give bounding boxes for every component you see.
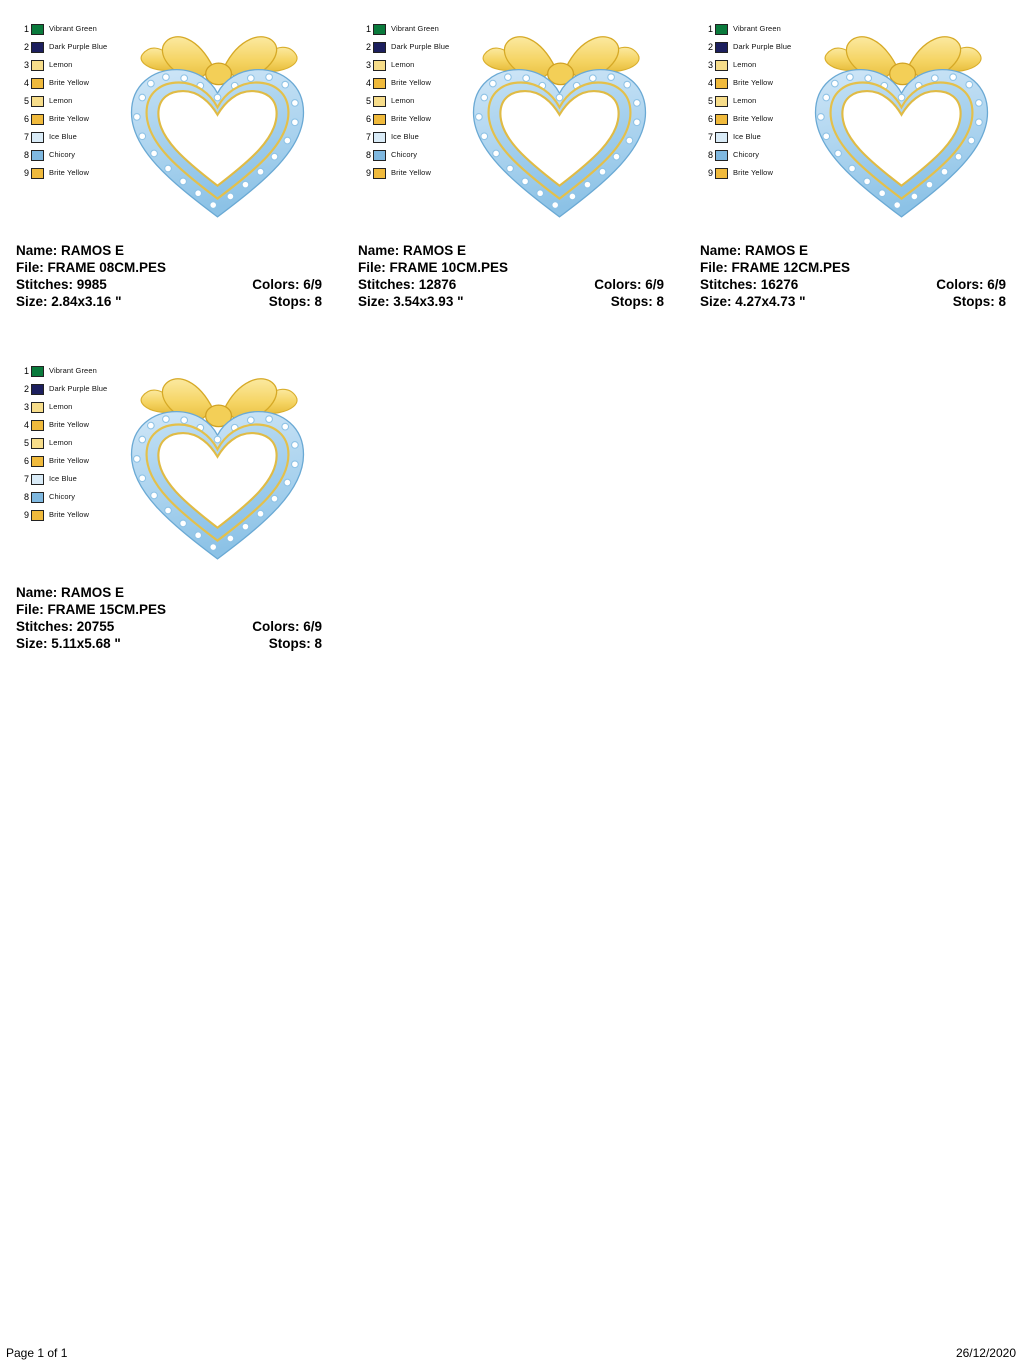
legend-row bbox=[360, 146, 455, 164]
legend-row bbox=[360, 164, 455, 182]
legend-row bbox=[18, 452, 113, 470]
legend-color-name: Ice Blue bbox=[49, 474, 77, 483]
legend-index: 1 bbox=[23, 24, 29, 34]
legend-index: 7 bbox=[365, 132, 371, 142]
legend-row bbox=[18, 110, 113, 128]
legend-color-name: Lemon bbox=[49, 60, 73, 69]
info-line bbox=[684, 259, 1014, 276]
design-preview bbox=[0, 342, 330, 582]
design-card bbox=[342, 0, 672, 310]
print-date: 26/12/2020 bbox=[955, 1346, 1016, 1360]
design-size-label: Size: bbox=[16, 636, 52, 651]
design-preview bbox=[342, 0, 672, 240]
legend-index: 5 bbox=[23, 438, 29, 448]
color-swatch bbox=[31, 492, 44, 503]
color-swatch bbox=[31, 114, 44, 125]
legend-color-name: Ice Blue bbox=[49, 132, 77, 141]
legend-index: 5 bbox=[23, 96, 29, 106]
color-swatch bbox=[373, 150, 386, 161]
legend-color-name: Chicory bbox=[391, 150, 418, 159]
design-name bbox=[16, 584, 124, 601]
legend-index: 6 bbox=[23, 456, 29, 466]
design-info bbox=[0, 242, 330, 310]
design-size bbox=[358, 293, 463, 310]
embroidery-design-image bbox=[794, 18, 1009, 233]
design-colors-value: 6/9 bbox=[303, 277, 322, 292]
design-info bbox=[0, 584, 330, 652]
legend-index: 4 bbox=[23, 78, 29, 88]
legend-color-name: Lemon bbox=[733, 60, 757, 69]
design-stops bbox=[953, 293, 1006, 310]
legend-index: 8 bbox=[23, 492, 29, 502]
info-line bbox=[0, 293, 330, 310]
design-file-label: File: bbox=[700, 260, 732, 275]
design-size-label: Size: bbox=[16, 294, 52, 309]
legend-color-name: Brite Yellow bbox=[733, 114, 773, 123]
page-number: Page 1 of 1 bbox=[6, 1346, 68, 1360]
legend-row bbox=[702, 110, 797, 128]
legend-color-name: Brite Yellow bbox=[49, 78, 89, 87]
legend-row bbox=[18, 380, 113, 398]
color-swatch bbox=[31, 42, 44, 53]
color-swatch bbox=[715, 78, 728, 89]
design-size-label: Size: bbox=[358, 294, 394, 309]
design-name-label: Name: bbox=[16, 585, 62, 600]
legend-color-name: Brite Yellow bbox=[49, 456, 89, 465]
legend-index: 8 bbox=[707, 150, 713, 160]
legend-index: 2 bbox=[365, 42, 371, 52]
design-preview bbox=[0, 0, 330, 240]
legend-color-name: Chicory bbox=[49, 492, 76, 501]
color-swatch bbox=[31, 384, 44, 395]
design-stops bbox=[269, 293, 322, 310]
color-swatch bbox=[373, 78, 386, 89]
legend-row bbox=[18, 38, 113, 56]
legend-row bbox=[360, 74, 455, 92]
color-swatch bbox=[31, 402, 44, 413]
legend-index: 6 bbox=[23, 114, 29, 124]
color-swatch bbox=[373, 168, 386, 179]
design-stops-label: Stops: bbox=[952, 294, 999, 309]
design-file bbox=[16, 259, 166, 276]
design-colors bbox=[252, 276, 322, 293]
design-file-value: FRAME 10CM.PES bbox=[389, 260, 509, 275]
legend-color-name: Dark Purple Blue bbox=[49, 384, 108, 393]
legend-color-name: Brite Yellow bbox=[391, 114, 431, 123]
color-legend bbox=[18, 20, 113, 182]
legend-row bbox=[18, 92, 113, 110]
design-name bbox=[700, 242, 808, 259]
legend-color-name: Brite Yellow bbox=[733, 168, 773, 177]
design-file-value: FRAME 12CM.PES bbox=[731, 260, 851, 275]
info-line bbox=[342, 242, 672, 259]
design-stops-value: 8 bbox=[656, 294, 664, 309]
color-swatch bbox=[373, 24, 386, 35]
info-line bbox=[0, 618, 330, 635]
design-info bbox=[342, 242, 672, 310]
legend-color-name: Vibrant Green bbox=[733, 24, 781, 33]
design-preview bbox=[684, 0, 1014, 240]
design-stitches-label: Stitches: bbox=[358, 277, 419, 292]
legend-row bbox=[360, 92, 455, 110]
design-stops-label: Stops: bbox=[610, 294, 657, 309]
design-card bbox=[0, 342, 330, 652]
design-file bbox=[700, 259, 850, 276]
color-swatch bbox=[715, 60, 728, 71]
legend-color-name: Dark Purple Blue bbox=[391, 42, 450, 51]
legend-row bbox=[18, 434, 113, 452]
info-line bbox=[0, 635, 330, 652]
info-line bbox=[0, 584, 330, 601]
legend-index: 1 bbox=[707, 24, 713, 34]
legend-color-name: Chicory bbox=[733, 150, 760, 159]
color-swatch bbox=[31, 60, 44, 71]
legend-row bbox=[360, 38, 455, 56]
color-swatch bbox=[31, 168, 44, 179]
color-legend bbox=[702, 20, 797, 182]
color-swatch bbox=[715, 132, 728, 143]
legend-color-name: Brite Yellow bbox=[733, 78, 773, 87]
design-stops-value: 8 bbox=[314, 294, 322, 309]
design-stitches bbox=[16, 276, 107, 293]
legend-row bbox=[18, 362, 113, 380]
design-size-value: 5.11x5.68 " bbox=[51, 636, 121, 651]
page-footer bbox=[0, 1346, 1024, 1362]
design-colors-label: Colors: bbox=[252, 277, 304, 292]
legend-row bbox=[18, 398, 113, 416]
design-file bbox=[16, 601, 166, 618]
design-file-label: File: bbox=[16, 260, 48, 275]
legend-index: 4 bbox=[23, 420, 29, 430]
info-line bbox=[684, 293, 1014, 310]
design-file-value: FRAME 15CM.PES bbox=[47, 602, 167, 617]
legend-row bbox=[18, 506, 113, 524]
legend-color-name: Vibrant Green bbox=[49, 24, 97, 33]
design-stitches-label: Stitches: bbox=[16, 277, 77, 292]
design-stitches bbox=[358, 276, 456, 293]
info-line bbox=[0, 242, 330, 259]
design-stops-value: 8 bbox=[314, 636, 322, 651]
design-colors-label: Colors: bbox=[252, 619, 304, 634]
legend-index: 6 bbox=[365, 114, 371, 124]
design-stitches-value: 9985 bbox=[76, 277, 107, 292]
legend-row bbox=[702, 164, 797, 182]
legend-row bbox=[18, 416, 113, 434]
legend-color-name: Brite Yellow bbox=[391, 168, 431, 177]
legend-index: 9 bbox=[365, 168, 371, 178]
color-swatch bbox=[715, 24, 728, 35]
legend-row bbox=[18, 488, 113, 506]
design-name-value: RAMOS E bbox=[61, 585, 125, 600]
design-name bbox=[358, 242, 466, 259]
legend-color-name: Ice Blue bbox=[733, 132, 761, 141]
color-swatch bbox=[31, 420, 44, 431]
info-line bbox=[342, 259, 672, 276]
color-swatch bbox=[31, 456, 44, 467]
color-swatch bbox=[31, 366, 44, 377]
design-stitches bbox=[700, 276, 798, 293]
color-swatch bbox=[373, 60, 386, 71]
legend-row bbox=[702, 128, 797, 146]
design-size-label: Size: bbox=[700, 294, 736, 309]
legend-color-name: Vibrant Green bbox=[391, 24, 439, 33]
info-line bbox=[0, 276, 330, 293]
design-stops bbox=[269, 635, 322, 652]
design-name-label: Name: bbox=[16, 243, 62, 258]
legend-index: 8 bbox=[23, 150, 29, 160]
color-swatch bbox=[31, 78, 44, 89]
legend-row bbox=[702, 20, 797, 38]
legend-index: 3 bbox=[365, 60, 371, 70]
legend-index: 7 bbox=[23, 132, 29, 142]
legend-color-name: Lemon bbox=[49, 96, 73, 105]
design-stitches-value: 20755 bbox=[76, 619, 115, 634]
design-stitches-label: Stitches: bbox=[700, 277, 761, 292]
legend-row bbox=[360, 128, 455, 146]
legend-row bbox=[18, 74, 113, 92]
info-line bbox=[684, 276, 1014, 293]
design-file-label: File: bbox=[358, 260, 390, 275]
legend-index: 9 bbox=[707, 168, 713, 178]
legend-row bbox=[18, 146, 113, 164]
design-card bbox=[684, 0, 1014, 310]
design-colors bbox=[252, 618, 322, 635]
legend-row bbox=[18, 164, 113, 182]
design-info bbox=[684, 242, 1014, 310]
design-stops-value: 8 bbox=[998, 294, 1006, 309]
design-file bbox=[358, 259, 508, 276]
color-swatch bbox=[373, 114, 386, 125]
design-size bbox=[700, 293, 805, 310]
color-swatch bbox=[373, 132, 386, 143]
design-name-label: Name: bbox=[358, 243, 404, 258]
legend-index: 9 bbox=[23, 168, 29, 178]
legend-index: 2 bbox=[23, 384, 29, 394]
design-name-value: RAMOS E bbox=[61, 243, 125, 258]
design-size bbox=[16, 293, 121, 310]
legend-row bbox=[18, 128, 113, 146]
legend-index: 1 bbox=[365, 24, 371, 34]
legend-color-name: Brite Yellow bbox=[49, 420, 89, 429]
legend-color-name: Lemon bbox=[49, 402, 73, 411]
legend-color-name: Lemon bbox=[733, 96, 757, 105]
color-swatch bbox=[31, 438, 44, 449]
design-name-value: RAMOS E bbox=[403, 243, 467, 258]
legend-index: 9 bbox=[23, 510, 29, 520]
design-size bbox=[16, 635, 121, 652]
design-colors-label: Colors: bbox=[594, 277, 646, 292]
design-stitches-value: 12876 bbox=[418, 277, 457, 292]
legend-color-name: Brite Yellow bbox=[49, 168, 89, 177]
legend-color-name: Dark Purple Blue bbox=[733, 42, 792, 51]
embroidery-design-image bbox=[110, 18, 325, 233]
legend-color-name: Brite Yellow bbox=[49, 114, 89, 123]
legend-row bbox=[360, 20, 455, 38]
design-colors bbox=[936, 276, 1006, 293]
legend-color-name: Chicory bbox=[49, 150, 76, 159]
legend-color-name: Lemon bbox=[391, 60, 415, 69]
info-line bbox=[342, 276, 672, 293]
legend-index: 8 bbox=[365, 150, 371, 160]
design-stops bbox=[611, 293, 664, 310]
legend-index: 5 bbox=[365, 96, 371, 106]
legend-row bbox=[702, 38, 797, 56]
legend-color-name: Dark Purple Blue bbox=[49, 42, 108, 51]
legend-index: 4 bbox=[365, 78, 371, 88]
legend-row bbox=[702, 146, 797, 164]
embroidery-design-image bbox=[110, 360, 325, 575]
legend-index: 4 bbox=[707, 78, 713, 88]
legend-color-name: Lemon bbox=[391, 96, 415, 105]
design-colors-value: 6/9 bbox=[303, 619, 322, 634]
color-swatch bbox=[31, 132, 44, 143]
legend-index: 3 bbox=[23, 402, 29, 412]
design-size-value: 2.84x3.16 " bbox=[51, 294, 122, 309]
design-stops-label: Stops: bbox=[268, 636, 315, 651]
legend-index: 1 bbox=[23, 366, 29, 376]
legend-color-name: Lemon bbox=[49, 438, 73, 447]
design-stitches-label: Stitches: bbox=[16, 619, 77, 634]
legend-row bbox=[360, 56, 455, 74]
design-card bbox=[0, 0, 330, 310]
design-name bbox=[16, 242, 124, 259]
design-colors-label: Colors: bbox=[936, 277, 988, 292]
design-colors-value: 6/9 bbox=[987, 277, 1006, 292]
color-swatch bbox=[715, 114, 728, 125]
color-swatch bbox=[31, 150, 44, 161]
design-file-label: File: bbox=[16, 602, 48, 617]
embroidery-design-image bbox=[452, 18, 667, 233]
design-stitches bbox=[16, 618, 114, 635]
legend-color-name: Vibrant Green bbox=[49, 366, 97, 375]
legend-index: 7 bbox=[23, 474, 29, 484]
color-swatch bbox=[715, 42, 728, 53]
design-name-value: RAMOS E bbox=[745, 243, 809, 258]
legend-row bbox=[702, 56, 797, 74]
color-legend bbox=[18, 362, 113, 524]
legend-index: 6 bbox=[707, 114, 713, 124]
design-colors bbox=[594, 276, 664, 293]
legend-color-name: Brite Yellow bbox=[391, 78, 431, 87]
color-swatch bbox=[715, 150, 728, 161]
info-line bbox=[0, 259, 330, 276]
legend-index: 5 bbox=[707, 96, 713, 106]
legend-index: 3 bbox=[23, 60, 29, 70]
legend-color-name: Ice Blue bbox=[391, 132, 419, 141]
color-swatch bbox=[31, 96, 44, 107]
design-size-value: 4.27x4.73 " bbox=[735, 294, 806, 309]
legend-row bbox=[18, 470, 113, 488]
color-swatch bbox=[31, 474, 44, 485]
legend-color-name: Brite Yellow bbox=[49, 510, 89, 519]
color-swatch bbox=[715, 168, 728, 179]
legend-index: 3 bbox=[707, 60, 713, 70]
legend-row bbox=[702, 74, 797, 92]
legend-row bbox=[360, 110, 455, 128]
info-line bbox=[342, 293, 672, 310]
info-line bbox=[0, 601, 330, 618]
legend-row bbox=[702, 92, 797, 110]
design-stops-label: Stops: bbox=[268, 294, 315, 309]
design-colors-value: 6/9 bbox=[645, 277, 664, 292]
color-swatch bbox=[31, 510, 44, 521]
legend-index: 2 bbox=[23, 42, 29, 52]
legend-row bbox=[18, 20, 113, 38]
info-line bbox=[684, 242, 1014, 259]
design-size-value: 3.54x3.93 " bbox=[393, 294, 464, 309]
color-swatch bbox=[373, 96, 386, 107]
color-swatch bbox=[715, 96, 728, 107]
color-swatch bbox=[31, 24, 44, 35]
design-stitches-value: 16276 bbox=[760, 277, 799, 292]
design-file-value: FRAME 08CM.PES bbox=[47, 260, 167, 275]
color-legend bbox=[360, 20, 455, 182]
legend-row bbox=[18, 56, 113, 74]
legend-index: 2 bbox=[707, 42, 713, 52]
color-swatch bbox=[373, 42, 386, 53]
design-name-label: Name: bbox=[700, 243, 746, 258]
legend-index: 7 bbox=[707, 132, 713, 142]
